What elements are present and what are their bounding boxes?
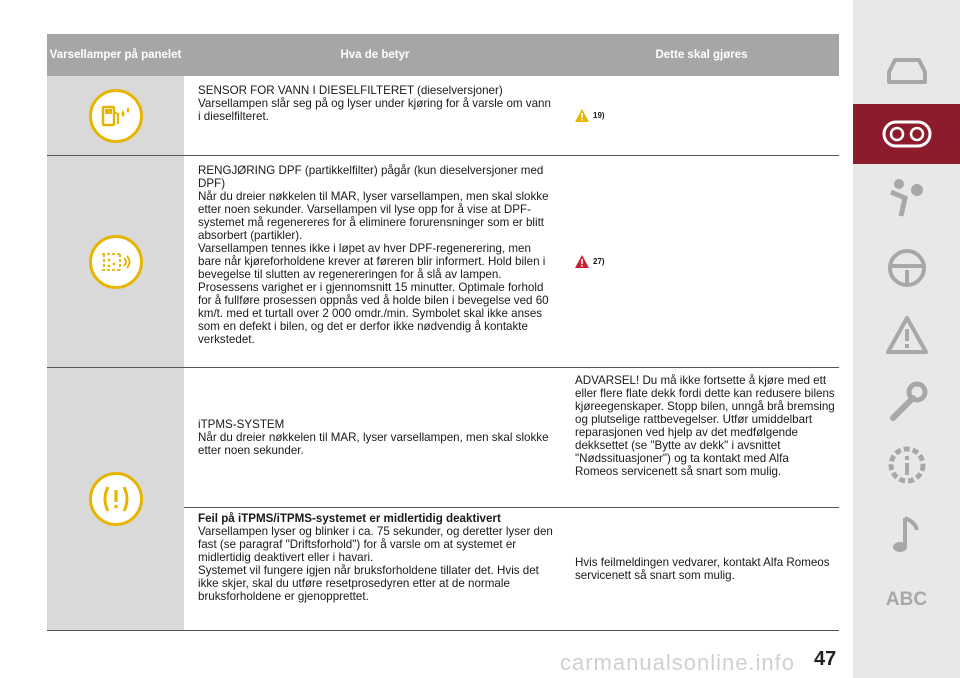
reference-number: 19) [593,111,605,120]
info-gear-icon [885,443,929,487]
sidebar-item-dashboard[interactable] [853,104,960,164]
header-col-meaning: Hva de betyr [340,49,410,61]
tire-pressure-icon [89,472,143,526]
header-col-action: Dette skal gjøres [655,49,748,61]
sidebar [853,0,960,678]
sidebar-item-driving[interactable] [853,238,960,298]
page-number: 47 [814,648,837,670]
sidebar-item-car[interactable] [853,40,960,100]
sidebar-item-index[interactable]: ABC [885,589,928,610]
warning-lights-table [47,34,839,631]
music-note-icon [889,512,925,556]
row-description-fault [184,508,554,630]
table-row [47,76,839,156]
warning-triangle-icon [575,109,589,122]
sidebar-item-technical[interactable] [853,435,960,495]
row-description: RENGJØRING DPF (partikkelfilter) pågår (kun dieselversjoner med DPF) Når du dreier nøkkelen til MAR, lyser varsellampen, men skal slokke etter noen sekunder. Varsellampen vil lyse opp for å vise at DPF-systemet må regenereres for å eliminere forurensninger som er blitt absorbert (partikler). Varsellampen tennes ikke i løpet av hver DPF-regenerering, men bare når kjøreforholdene krever at føreren blir informert. Hold bilen i bevegelse til slutten av regenereringen for å slå av lampen. Prosessens varighet er i gjennomsnitt 15 minutter. Optimale forhold for å fullføre prosessen oppnås ved å holde bilen i bevegelse ved 60 km/t. med et turtall over 2 000 omdr./min. Symbolet skal ikke anses som en defekt i bilen, og det er derfor ikke nødvendig å kontakte verkstedet. [198,164,549,346]
row-action-fault: Hvis feilmeldingen vedvarer, kontakt Alfa Romeos servicenett så snart som mulig. [575,556,830,582]
icon-cell [47,76,184,155]
warning-icon [885,315,929,355]
dashboard-icon [882,119,932,149]
table-header [47,34,839,76]
row-action: ADVARSEL! Du må ikke fortsette å kjøre med ett eller flere flate dekk fordi dette kan redusere bilens kjøreegenskaper. Stopp bilen, unngå brå bremsing og plutselige rattbevegelser. Utfør umiddelbart reparasjonen ved hjelp av det medfølgende dekksettet (se "Bytte av dekk" i avsnittet "Nødssituasjoner") og ta kontakt med Alfa Romeos servicenett så snart som mulig. [575,374,835,478]
row-action [554,156,835,367]
icon-cell [47,368,184,630]
row-description: iTPMS-SYSTEM Når du dreier nøkkelen til MAR, lyser varsellampen, men skal slokke etter noen sekunder. [198,418,549,457]
warning-triangle-icon [575,255,589,268]
sidebar-item-safety[interactable] [853,168,960,228]
sidebar-item-multimedia[interactable] [853,504,960,564]
table-row [47,368,839,631]
wrench-icon [885,380,929,424]
row-description: SENSOR FOR VANN I DIESELFILTERET (dieselversjoner) Varsellampen slår seg på og lyser under kjøring for å varsle om vann i dieselfilteret. [198,84,551,123]
fault-title: Feil på iTPMS/iTPMS-systemet er midlertidig deaktivert [198,512,501,525]
sidebar-item-service[interactable] [853,372,960,432]
watermark: carmanualsonline.info [560,650,796,675]
warning-reference [575,255,605,268]
dpf-regeneration-icon [89,235,143,289]
fault-text: Varsellampen lyser og blinker i ca. 75 sekunder, og deretter lyser den fast (se paragraf "Driftsforhold") for å varsle om at systemet er midlertidig deaktivert eller i havari. Systemet vil fungere igjen når bruksforholdene tillater det. Hvis det ikke skjer, skal du utføre resetprosedyren etter at de normale bruksforholdene er gjenopprettet. [198,525,553,603]
row-action [554,76,835,155]
warning-reference [575,109,605,122]
steering-wheel-icon [885,246,929,290]
table-row [47,156,839,368]
sidebar-item-emergency[interactable] [853,305,960,365]
icon-cell [47,156,184,367]
header-col-lights: Varsellamper på panelet [49,49,182,61]
car-icon [883,52,931,88]
reference-number: 27) [593,257,605,266]
airbag-icon [885,176,929,220]
water-in-fuel-icon [89,89,143,143]
